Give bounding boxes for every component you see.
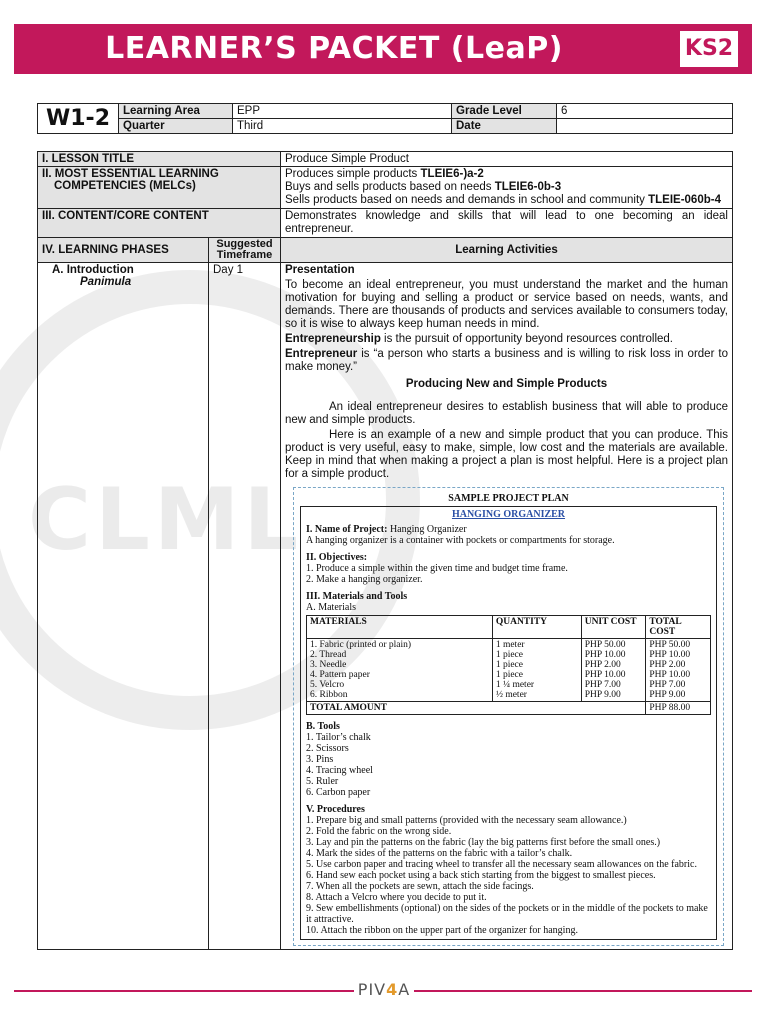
plan-description: A hanging organizer is a container with pockets or compartments for storage. [306, 535, 615, 546]
quarter-value: Third [233, 119, 452, 134]
sample-project-plan [293, 487, 724, 946]
presentation-paragraph: To become an ideal entrepreneur, you must understand the market and the human motivation for buying and selling a product or service based on needs, wants, and demands. There are thousands of products and services available to consumers today, so it is wise to always keep human needs in mind. [285, 279, 728, 330]
list-item: 5. Ruler [306, 776, 339, 787]
content-label: III. CONTENT/CORE CONTENT [38, 209, 281, 238]
list-item: 6. Carbon paper [306, 787, 371, 798]
presentation-heading: Presentation [285, 264, 355, 276]
plan-materials-label: III. Materials and Tools [306, 591, 408, 602]
entrepreneurship-definition: Entrepreneurship is the pursuit of opportunity beyond resources controlled. [285, 333, 673, 345]
list-item: 1. Prepare big and small patterns (provided with the necessary seam allowance.) [306, 815, 627, 826]
list-item: 1. Tailor’s chalk [306, 732, 371, 743]
total-amount-label: TOTAL AMOUNT [307, 702, 646, 715]
list-item: 10. Attach the ribbon on the upper part of the organizer for hanging. [306, 925, 578, 936]
total-row [307, 702, 711, 715]
list-item: 6. Hand sew each pocket using a back stich starting from the biggest to smallest pieces. [306, 870, 656, 881]
melc-item-2: Buys and sells products based on needs TLEIE6-0b-3 [285, 181, 562, 193]
products-subheading: Producing New and Simple Products [405, 378, 608, 390]
melc-list [281, 167, 733, 209]
header-table [37, 103, 733, 134]
materials-table [306, 615, 711, 715]
plan-objective-2: 2. Make a hanging organizer. [306, 574, 423, 585]
packet-banner [14, 24, 752, 74]
plan-title: SAMPLE PROJECT PLAN [448, 493, 569, 504]
phase-cell [38, 263, 209, 950]
plan-objective-1: 1. Produce a simple within the given time and budget time frame. [306, 563, 568, 574]
list-item: 3. Pins [306, 754, 334, 765]
pivot-logo: PIV4A [354, 980, 414, 999]
list-item: 3. Lay and pin the patterns on the fabric (lay the big patterns first before the small ones.) [306, 837, 661, 848]
entrepreneur-definition: Entrepreneur is “a person who starts a business and is willing to risk loss in order to make money.” [285, 348, 728, 373]
melc-item-1: Produces simple products TLEIE6-)a-2 [285, 168, 484, 180]
plan-procedures-label: V. Procedures [306, 804, 365, 815]
plan-objectives-label: II. Objectives: [306, 552, 368, 563]
lesson-title-label: I. LESSON TITLE [38, 152, 281, 167]
list-item: 7. When all the pockets are sewn, attach the side facings. [306, 881, 534, 892]
melc-label-line1: II. MOST ESSENTIAL LEARNING [42, 168, 219, 180]
activities-header: Learning Activities [281, 238, 733, 263]
materials-col-header: MATERIALS [307, 616, 493, 639]
list-item: 2. Scissors [306, 743, 349, 754]
ks2-badge: KS2 [680, 31, 738, 67]
learning-area-label: Learning Area [119, 104, 233, 119]
total-amount-value: PHP 88.00 [646, 702, 711, 715]
phase-introduction: A. Introduction [52, 264, 134, 276]
date-label: Date [452, 119, 557, 134]
lesson-title-value: Produce Simple Product [281, 152, 733, 167]
melc-label [38, 167, 281, 209]
total-cost-col-header: TOTAL COST [646, 616, 711, 639]
plan-subtitle: HANGING ORGANIZER [451, 509, 566, 520]
phases-header: IV. LEARNING PHASES [38, 238, 209, 263]
watermark-text: CLML [28, 470, 303, 570]
plan-tools-label: B. Tools [306, 721, 340, 732]
products-paragraph-1: An ideal entrepreneur desires to establish business that will able to produce new and simple products. [285, 401, 728, 426]
banner-title: LEARNER’S PACKET (LeaP) [105, 31, 563, 66]
melc-label-line2: COMPETENCIES (MELCs) [54, 180, 196, 192]
phase-panimula: Panimula [80, 276, 132, 288]
activities-cell [281, 263, 733, 950]
quantity-col-header: QUANTITY [492, 616, 581, 639]
content-value: Demonstrates knowledge and skills that will lead to one becoming an ideal entrepreneur. [281, 209, 733, 238]
unit-cost-col-header: UNIT COST [581, 616, 646, 639]
plan-body [300, 506, 717, 940]
list-item: 8. Attach a Velcro where you decide to put it. [306, 892, 487, 903]
list-item: 4. Mark the sides of the patterns on the fabric with a tailor’s chalk. [306, 848, 573, 859]
list-item: 9. Sew embellishments (optional) on the sides of the pockets or in the middle of the pockets to make it attractive. [306, 903, 708, 925]
table-row: 1. Fabric (printed or plain) 2. Thread 3. Needle 4. Pattern paper 5. Velcro 6. Ribbon 1 meter 1 piece 1 piece 1 piece 1 ¼ meter ½ meter PHP 50.00 PHP 10.00 PHP 2.00 PHP 10.00 PHP 7.00 PHP 9.00 PHP 50.00 PHP 10.00 PHP 2.00 PHP 10.00 PHP 7.00 PHP 9.00 [307, 639, 711, 702]
list-item: 4. Tracing wheel [306, 765, 373, 776]
grade-level-value: 6 [557, 104, 733, 119]
plan-materials-sub: A. Materials [306, 602, 356, 613]
plan-name: I. Name of Project: Hanging Organizer [306, 524, 467, 535]
products-paragraph-2: Here is an example of a new and simple product that you can produce. This product is very useful, easy to make, simple, low cost and the materials are available. Keep in mind that when making a project a plan is most helpful. Here is a project plan for a simple product. [285, 429, 728, 480]
learning-area-value: EPP [233, 104, 452, 119]
grade-level-label: Grade Level [452, 104, 557, 119]
week-code: W1-2 [38, 104, 119, 134]
lesson-table [37, 151, 733, 950]
list-item: 5. Use carbon paper and tracing wheel to transfer all the necessary seam allowances on the fabric. [306, 859, 697, 870]
list-item: 2. Fold the fabric on the wrong side. [306, 826, 452, 837]
quarter-label: Quarter [119, 119, 233, 134]
melc-item-3: Sells products based on needs and demands in school and community TLEIE-060b-4 [285, 194, 721, 206]
timeframe-header: Suggested Timeframe [209, 238, 281, 263]
date-value [557, 119, 733, 134]
timeframe-day: Day 1 [209, 263, 281, 950]
